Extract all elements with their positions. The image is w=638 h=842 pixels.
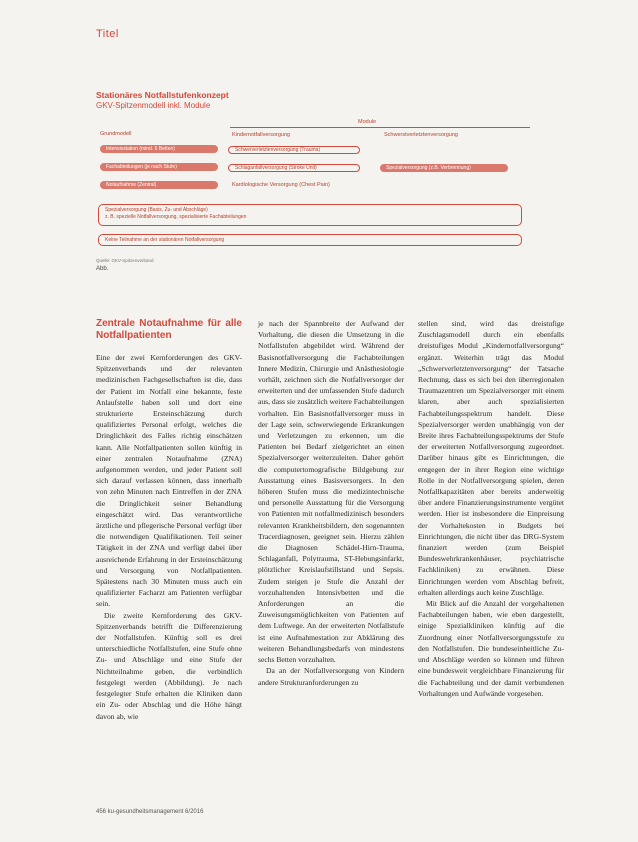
left-pill: Intensivstation (mind. 6 Betten): [100, 145, 218, 153]
column-3: [418, 318, 564, 699]
spezial-box: [98, 204, 522, 226]
divider-line: [230, 127, 530, 128]
middle-text: Kardiologische Versorgung (Chest Pain): [232, 182, 330, 188]
module-header: Module: [358, 119, 377, 125]
paragraph: Die zweite Kernforderung des GKV-Spitzenverbands betrifft die Differenzierung der Notfallstufen. Künftig soll es drei unterschiedliche Notfallstufen, eine Stufe ohne Zu- und Abschläge und eine Stufe der Nichtteilnahme geben, die verbindlich festgelegt werden (Abbildung). Je nach festgelegter Stufe erhalten die Kliniken dann ein Zu- oder Abschlag und die Höhe hängt davon ab, wie: [96, 610, 242, 721]
paragraph: Mit Blick auf die Anzahl der vorgehaltenen Fachabteilungen haben, wie eben dargestellt, einige Spezialkliniken künftig auf die Zuordnung einer Notfallversorgungsstufe zu den Notfallstufen. Die bundeseinheitliche Zu- und Abschläge werden so können und führen eine bundesweit vergleichbare Finanzierung für die Fachabteilung und der damit verbundenen Vorhaltungen und Aufwände vorgesehen.: [418, 599, 564, 698]
article-heading: Zentrale Notaufnahme für alle Notfallpatienten: [96, 318, 242, 341]
column-1: [96, 318, 242, 722]
right-pill: Spezialversorgung (z.B. Verbrennung): [380, 164, 508, 172]
left-pill: Fachabteilungen (je nach Stufe): [100, 163, 218, 171]
paragraph: Eine der zwei Kernforderungen des GKV-Spitzenverbands und der relevanten medizinischen Fachgesellschaften ist die, dass der Patient im Notfall eine bekannte, feste Anlaufstelle haben soll und dort eine strukturierte Ersteinschätzung durch qualifiziertes Personal erfolgt, welches die Dringlichkeit des Falles richtig einschätzen kann. Alle Notfallpatienten sollen künftig in einer zentralen Notaufnahme (ZNA) aufgenommen werden, und jeder Patient soll sich darauf verlassen können, dass innerhalb von zehn Minuten nach Eintreffen in der ZNA die Dringlichkeit seiner Behandlung eingeschätzt wird. Das verantwortliche ärztliche und pflegerische Personal verfügt über die notwendigen Qualifikationen. Teil seiner Tätigkeit in der ZNA und verfügt dabei über ausreichende Erfahrung in der Ersteinschätzung und Versorgung von Notfallpatienten. Spätestens nach 30 Minuten muss auch ein qualifizierter Facharzt am Patienten verfügbar sein.: [96, 353, 242, 609]
no-participation-box: Keine Teilnahme an der stationären Notfallversorgung: [98, 234, 522, 246]
grundmodell-header: Grundmodell: [100, 131, 132, 137]
figure-title: Stationäres Notfallstufenkonzept: [96, 90, 229, 100]
middle-pill: Schwerverletztenversorgung (Trauma): [228, 146, 360, 154]
section-title: Titel: [96, 28, 119, 40]
figure-source: Quelle: GKV-Spitzenverband: [96, 258, 154, 263]
box-line: Spezialversorgung (Basis, Zu- und Abschläge): [105, 207, 208, 213]
column-2: [258, 318, 404, 688]
left-pill: Notaufnahme (Zentral): [100, 181, 218, 189]
box-line: z. B. spezielle Notfallversorgung, spezialisierte Fachabteilungen: [105, 214, 247, 220]
right-text: Schwerstverletztenversorgung: [384, 132, 458, 138]
paragraph: Da an der Notfallversorgung von Kindern andere Strukturanforderungen zu: [258, 666, 404, 687]
figure-caption: Abb.: [96, 266, 109, 272]
middle-text: Kindernotfallversorgung: [232, 132, 291, 138]
paragraph: stellen sind, wird das dreistufige Zuschlagsmodell durch ein ebenfalls dreistufiges Modul „Kindernotfallversorgung“ ergänzt. Weiterhin trägt das Modul „Schwerverletztenversorgung“ der Tatsache Rechnung, dass es sich bei den überregionalen Traumazentren um Spezialversorger mit einem klaren, aber auch spezialisierten Fachabteilungsspektrum handelt. Diese Spezialversorger werden unabhängig von der Breite ihres Fachabteilungsspektrums der Stufe der erweiterten Notfallversorgung zugeordnet. Darüber hinaus gibt es Einrichtungen, die entgegen der in ihrer Region eine wichtige Rolle in der Notfallversorgung spielen, deren Notfallkapazitäten aber bereits anderweitig über andere Finanzierungsinstrumente vergütet werden. Hier ist insbesondere die Einpreisung der Vorhaltekosten in Budgets bei Einrichtungen, die nicht über das DRG-System finanziert werden (zum Beispiel Bundeswehrkrankenhäuser, psychiatrische Fachkliniken) zu erwähnen. Diese Einrichtungen werden vom Abschlag befreit, erhalten allerdings auch keine Zuschläge.: [418, 319, 564, 597]
figure-subtitle: GKV-Spitzenmodell inkl. Module: [96, 101, 211, 110]
page-footer: 456 ku-gesundheitsmanagement 6/2016: [96, 809, 204, 815]
paragraph: je nach der Spannbreite der Aufwand der Vorhaltung, die diesen die Umsetzung in die Notfallstufen abgebildet wird. Während der Basisnotfallversorgung die Fachabteilungen Innere Medizin, Chirurgie und Anästhesiologie vorhält, zeichnen sich die Notfallversorger der erweiterten und der umfassenden Stufe dadurch aus, dass sie zusätzlich weitere Fachabteilungen vorhalten. Ein Basisnotfallversorger muss in der Lage sein, schwerwiegende Erkrankungen und Verletzungen zu erkennen, um die Patienten bei Bedarf zielgerichtet an einen Spezialversorger weiterzuleiten. Daher gehört die computertomografische Bildgebung zur Ausstattung eines Basisversorgers. In den höheren Stufen muss die medizintechnische und personelle Ausstattung für die Versorgung von Patienten mit notfallmedizinisch besonders relevanten Krankheitsbildern, den sogenannten Tracerdiagnosen, geeignet sein. Hierzu zählen die Diagnosen Schädel-Hirn-Trauma, Schlaganfall, Polytrauma, ST-Hebungsinfarkt, plötzlicher Kreislaufstillstand und Sepsis. Zudem steigen je Stufe die Anzahl der vorzuhaltenden Intensivbetten und die Anforderungen an die Zuweisungsmöglichkeiten von Patienten auf dem Luftwege. An der erweiterten Notfallstufe ist eine Aufnahmestation zur Abklärung des weiteren Behandlungsbedarfs von mindestens sechs Betten vorzuhalten.: [258, 319, 404, 665]
middle-pill: Schlaganfallversorgung (Stroke Unit): [228, 164, 360, 172]
